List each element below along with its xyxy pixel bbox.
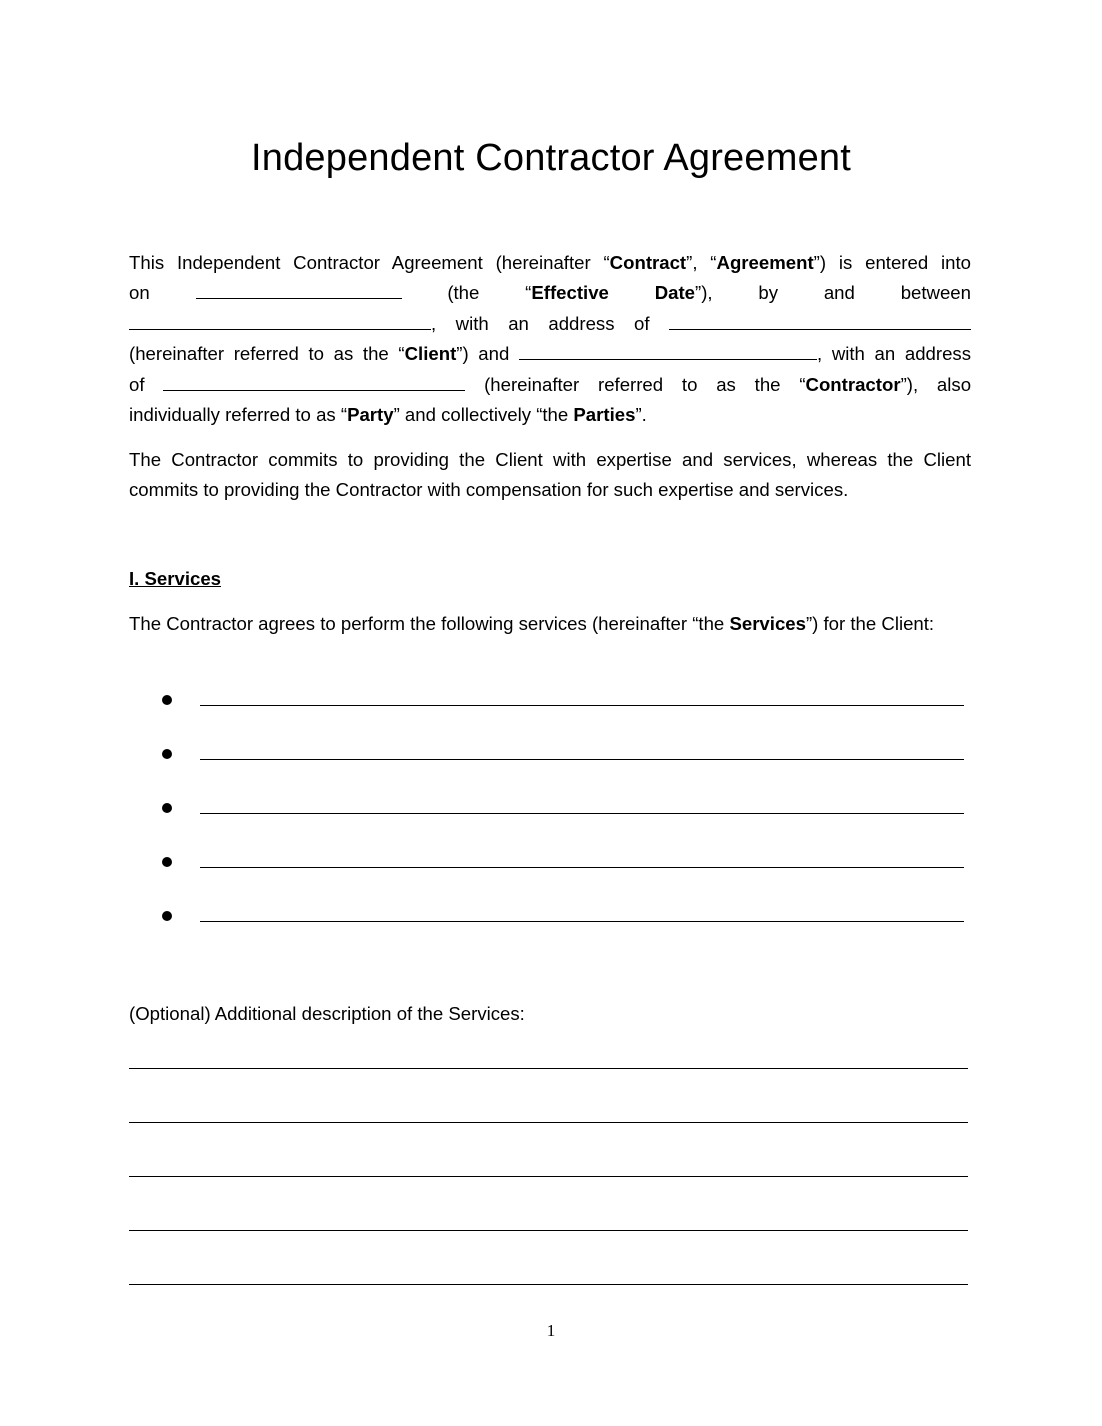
- term-party: Party: [347, 403, 394, 425]
- service-blank-line[interactable]: [200, 921, 964, 922]
- service-bullet-item[interactable]: [160, 857, 964, 887]
- service-bullet-item[interactable]: [160, 695, 964, 725]
- description-blank-line[interactable]: [129, 1284, 968, 1285]
- service-blank-line[interactable]: [200, 759, 964, 760]
- term-parties: Parties: [573, 403, 636, 425]
- service-bullet-item[interactable]: [160, 749, 964, 779]
- service-bullet-item[interactable]: [160, 803, 964, 833]
- intro-line-2: on (the “Effective Date”), by and between: [129, 278, 971, 308]
- commitment-paragraph: The Contractor commits to providing the Client with expertise and services, whereas the Client commits to providing the Contractor with compensation for such expertise and services.: [129, 449, 971, 501]
- section-heading-services: I. Services: [129, 568, 222, 589]
- bullet-icon: [162, 803, 172, 813]
- bullet-icon: [162, 695, 172, 705]
- term-agreement: Agreement: [716, 252, 814, 273]
- description-blank-line[interactable]: [129, 1230, 968, 1231]
- service-blank-line[interactable]: [200, 867, 964, 868]
- intro-line-3: , with an address of: [129, 309, 971, 339]
- intro-line-4: (hereinafter referred to as the “Client”) and , with an address: [129, 339, 971, 369]
- term-effective: Effective: [531, 282, 609, 304]
- service-blank-line[interactable]: [200, 705, 964, 706]
- bullet-icon: [162, 749, 172, 759]
- intro-line-5: of (hereinafter referred to as the “Contractor”), also: [129, 370, 971, 400]
- bullet-icon: [162, 857, 172, 867]
- optional-description-label: (Optional) Additional description of the Services:: [129, 1003, 525, 1024]
- service-blank-line[interactable]: [200, 813, 964, 814]
- term-client: Client: [404, 343, 457, 365]
- description-blank-line[interactable]: [129, 1176, 968, 1177]
- services-paragraph: The Contractor agrees to perform the following services (hereinafter “the Services”) for the Client:: [129, 613, 935, 634]
- effective-date-blank[interactable]: [196, 278, 402, 299]
- intro-line-6: individually referred to as “Party” and collectively “the Parties”.: [129, 403, 647, 425]
- service-bullet-item[interactable]: [160, 911, 964, 941]
- intro-paragraph: [129, 248, 971, 430]
- client-name-blank[interactable]: [129, 309, 431, 330]
- description-blank-line[interactable]: [129, 1122, 968, 1123]
- client-address-blank[interactable]: [669, 309, 971, 330]
- document-title: Independent Contractor Agreement: [250, 137, 852, 179]
- term-contractor: Contractor: [805, 373, 901, 395]
- term-date: Date: [654, 282, 696, 304]
- contractor-name-blank[interactable]: [519, 339, 817, 360]
- term-contract: Contract: [609, 252, 687, 273]
- description-blank-line[interactable]: [129, 1068, 968, 1069]
- page-number: 1: [546, 1321, 556, 1340]
- intro-line-1: This Independent Contractor Agreement (hereinafter “Contract”, “Agreement”) is entered into: [129, 252, 971, 273]
- term-services: Services: [729, 613, 806, 634]
- contractor-address-blank[interactable]: [163, 370, 465, 391]
- bullet-icon: [162, 911, 172, 921]
